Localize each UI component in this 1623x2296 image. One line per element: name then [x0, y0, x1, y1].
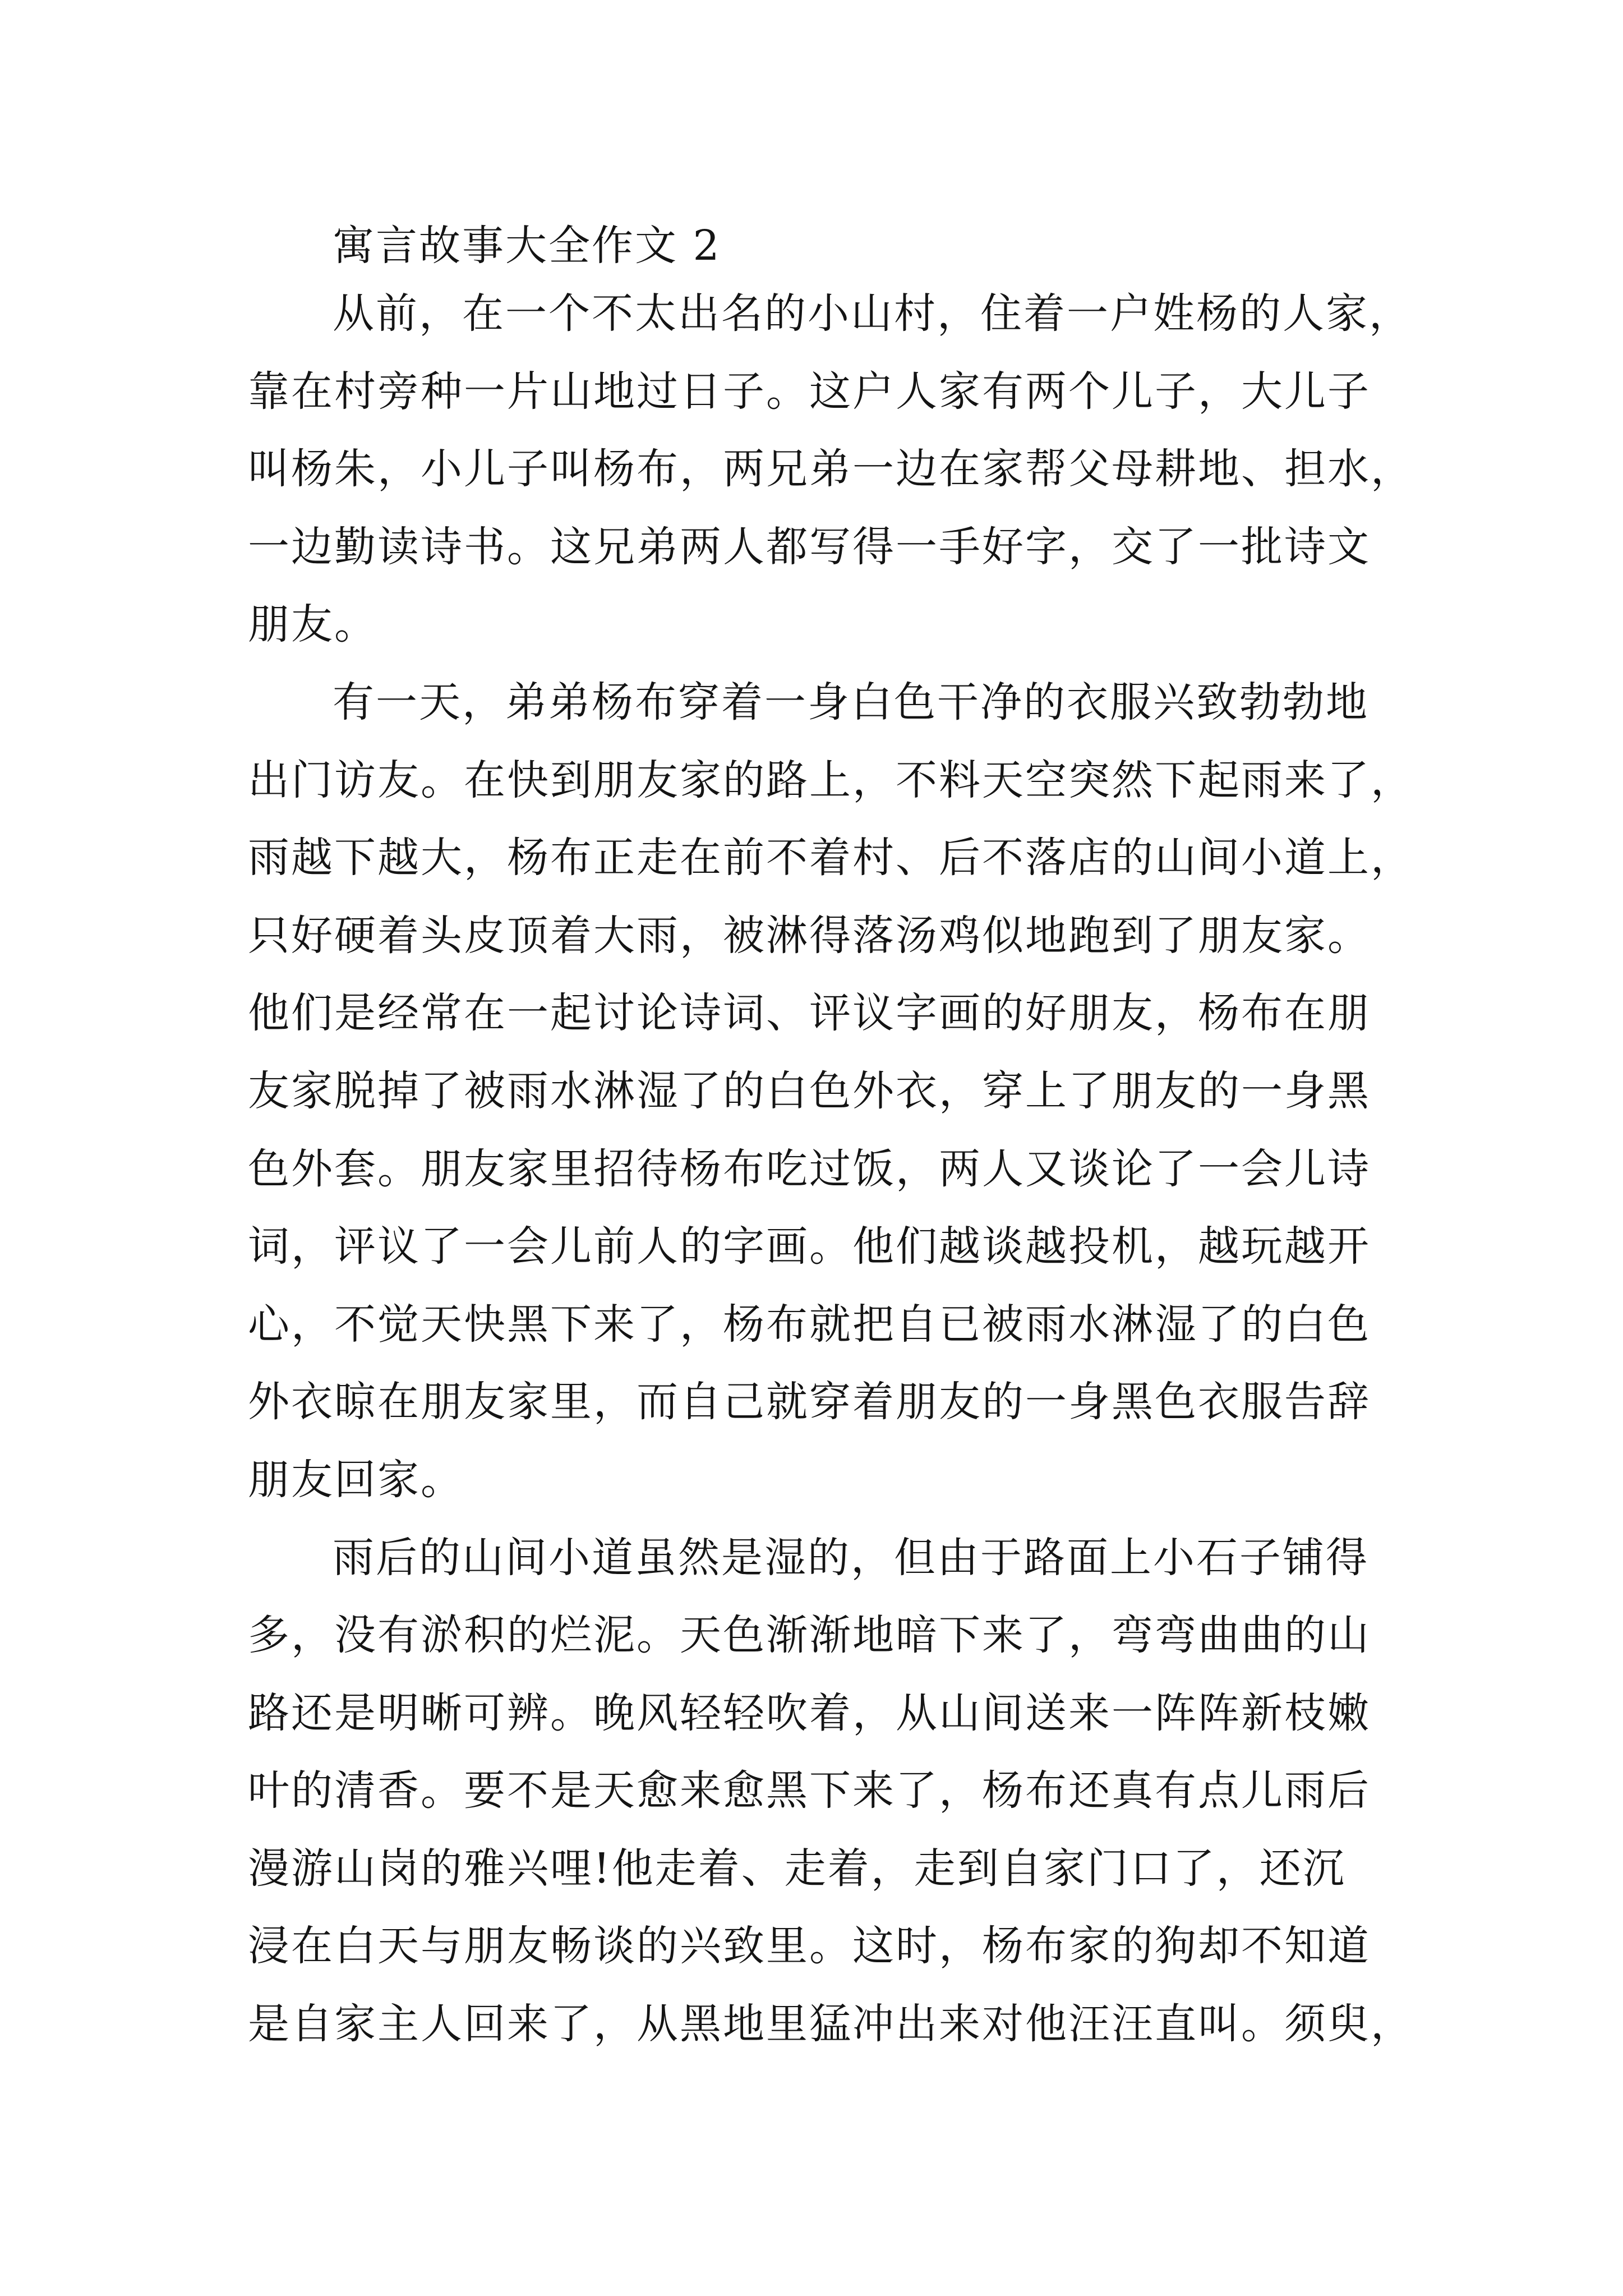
paragraph-line: 叶的清香。要不是天愈来愈黑下来了，杨布还真有点儿雨后 [248, 1766, 1371, 1815]
paragraph-line: 外衣晾在朋友家里，而自己就穿着朋友的一身黑色衣服告辞 [248, 1378, 1371, 1427]
paragraph-line: 出门访友。在快到朋友家的路上，不料天空突然下起雨来了， [248, 756, 1414, 804]
paragraph-line: 路还是明晰可辨。晚风轻轻吹着，从山间送来一阵阵新枝嫩 [248, 1688, 1371, 1737]
paragraph-line: 友家脱掉了被雨水淋湿了的白色外衣，穿上了朋友的一身黑 [248, 1066, 1371, 1115]
paragraph-line: 他们是经常在一起讨论诗词、评议字画的好朋友，杨布在朋 [248, 989, 1371, 1038]
paragraph-line: 浸在白天与朋友畅谈的兴致里。这时，杨布家的狗却不知道 [248, 1922, 1371, 1971]
paragraph-line: 靠在村旁种一片山地过日子。这户人家有两个儿子，大儿子 [248, 367, 1371, 416]
paragraph-line: 从前，在一个不太出名的小山村，住着一户姓杨的人家， [333, 289, 1412, 338]
paragraph-line: 词，评议了一会儿前人的字画。他们越谈越投机，越玩越开 [248, 1222, 1371, 1271]
paragraph-line: 漫游山岗的雅兴哩!他走着、走着，走到自家门口了，还沉 [248, 1844, 1346, 1893]
paragraph-line: 是自家主人回来了，从黑地里猛冲出来对他汪汪直叫。须臾， [248, 2000, 1414, 2049]
paragraph-line: 有一天，弟弟杨布穿着一身白色干净的衣服兴致勃勃地 [333, 678, 1369, 726]
paragraph [248, 275, 1426, 664]
paragraph-line: 朋友。 [248, 600, 377, 649]
document-title: 寓言故事大全作文 2 [333, 222, 721, 270]
paragraph [248, 1519, 1426, 2063]
paragraph-line: 一边勤读诗书。这兄弟两人都写得一手好字，交了一批诗文 [248, 522, 1371, 571]
paragraph [248, 664, 1426, 1519]
paragraph-line: 朋友回家。 [248, 1455, 464, 1504]
paragraph-line: 叫杨朱，小儿子叫杨布，两兄弟一边在家帮父母耕地、担水， [248, 445, 1414, 494]
paragraph-line: 多，没有淤积的烂泥。天色渐渐地暗下来了，弯弯曲曲的山 [248, 1611, 1371, 1660]
paragraph-line: 只好硬着头皮顶着大雨，被淋得落汤鸡似地跑到了朋友家。 [248, 911, 1371, 960]
paragraph-line: 雨越下越大，杨布正走在前不着村、后不落店的山间小道上， [248, 834, 1414, 882]
paragraph-line: 雨后的山间小道虽然是湿的，但由于路面上小石子铺得 [333, 1533, 1369, 1582]
document-body [248, 275, 1426, 2063]
paragraph-line: 色外套。朋友家里招待杨布吃过饭，两人又谈论了一会儿诗 [248, 1144, 1371, 1193]
paragraph-line: 心，不觉天快黑下来了，杨布就把自已被雨水淋湿了的白色 [248, 1300, 1371, 1349]
